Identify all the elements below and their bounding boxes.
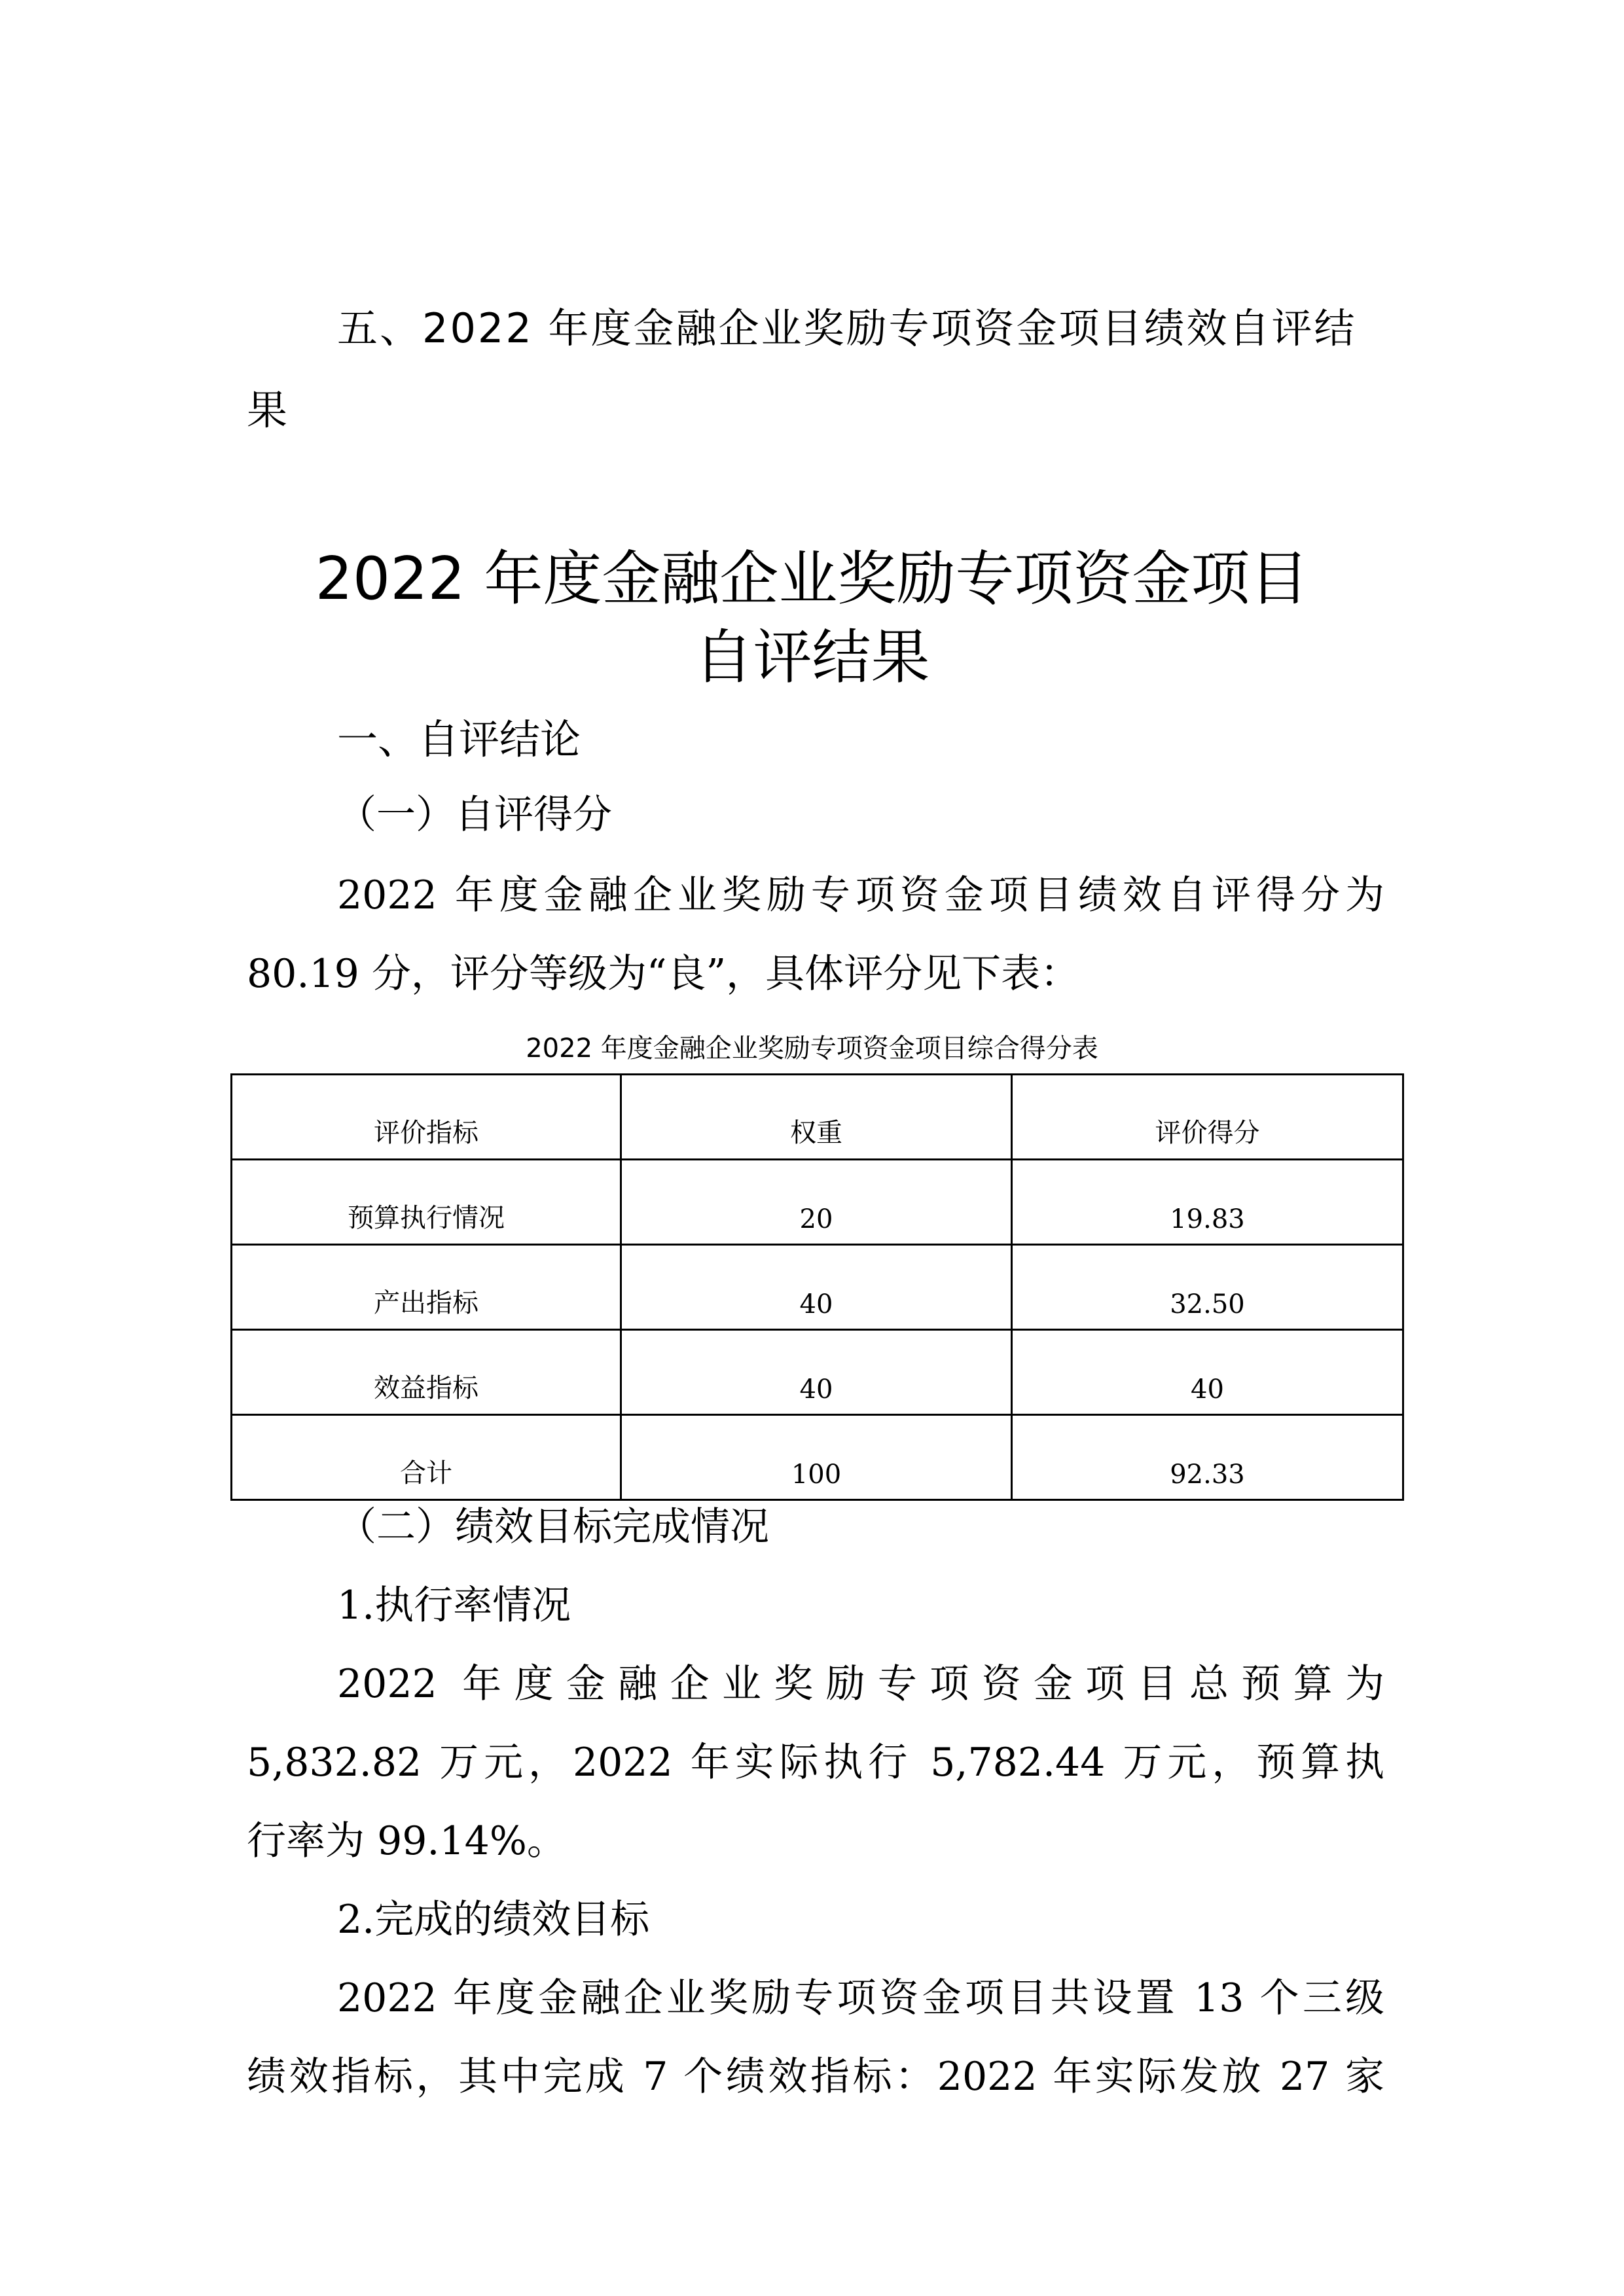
header-cell-weight: 权重 (621, 1075, 1012, 1160)
paragraph-goals-line2: 绩效指标，其中完成 7 个绩效指标：2022 年实际发放 27 家 (247, 2054, 1384, 2100)
table-cell: 效益指标 (232, 1330, 621, 1415)
table-cell: 92.33 (1012, 1415, 1403, 1500)
header-cell-score: 评价得分 (1012, 1075, 1403, 1160)
document-title-line1: 2022 年度金融企业奖励专项资金项目 (315, 545, 1309, 613)
table-cell: 32.50 (1012, 1245, 1403, 1330)
table-caption: 2022 年度金融企业奖励专项资金项目综合得分表 (526, 1033, 1098, 1064)
table-cell: 产出指标 (232, 1245, 621, 1330)
table-cell: 20 (621, 1160, 1012, 1245)
table-cell: 100 (621, 1415, 1012, 1500)
paragraph-execution-line2: 5,832.82 万元，2022 年实际执行 5,782.44 万元，预算执 (247, 1740, 1384, 1785)
table-header-row (232, 1075, 1403, 1160)
table-cell: 合计 (232, 1415, 621, 1500)
table-cell: 40 (621, 1245, 1012, 1330)
table-cell: 40 (1012, 1330, 1403, 1415)
table-row (232, 1330, 1403, 1415)
document-title-line2: 自评结果 (694, 623, 930, 692)
table-row (232, 1160, 1403, 1245)
table-cell: 预算执行情况 (232, 1160, 621, 1245)
section-heading: 五、2022 年度金融企业奖励专项资金项目绩效自评结 (337, 304, 1357, 352)
score-table (230, 1073, 1404, 1501)
subheading-self-evaluation-score: （一）自评得分 (337, 792, 612, 838)
item-execution-rate: 1.执行率情况 (337, 1583, 571, 1628)
table-cell: 19.83 (1012, 1160, 1403, 1245)
paragraph-score-line2: 80.19 分，评分等级为“良”，具体评分见下表： (247, 951, 1080, 997)
section-heading-continued: 果 (247, 386, 288, 434)
paragraph-execution-line3: 行率为 99.14%。 (247, 1818, 566, 1864)
table-cell: 40 (621, 1330, 1012, 1415)
heading-self-evaluation-conclusion: 一、自评结论 (337, 715, 581, 763)
table-row (232, 1245, 1403, 1330)
header-cell-indicator: 评价指标 (232, 1075, 621, 1160)
subheading-performance-goals: （二）绩效目标完成情况 (337, 1504, 769, 1550)
item-completed-goals: 2.完成的绩效目标 (337, 1897, 650, 1943)
table-row-total (232, 1415, 1403, 1500)
paragraph-execution-line1: 2022 年度金融企业奖励专项资金项目总预算为 (337, 1661, 1384, 1707)
paragraph-score-line1: 2022 年度金融企业奖励专项资金项目绩效自评得分为 (337, 872, 1384, 918)
paragraph-goals-line1: 2022 年度金融企业奖励专项资金项目共设置 13 个三级 (337, 1975, 1384, 2021)
